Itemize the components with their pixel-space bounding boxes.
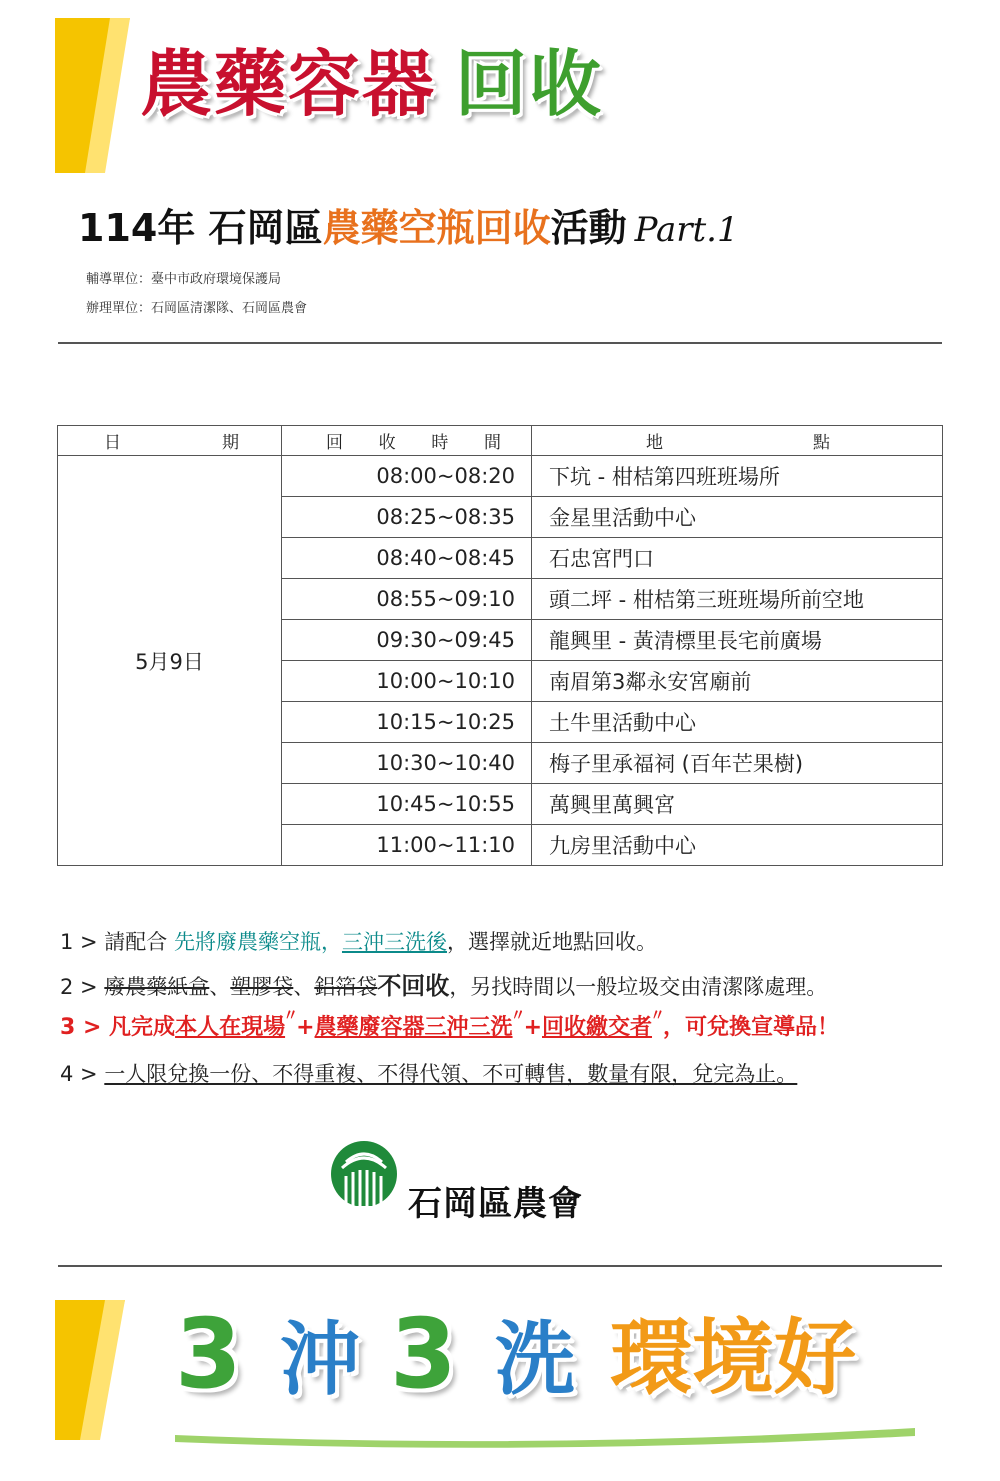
note-1: 1 > 請配合 先將廢農藥空瓶，三沖三洗後，選擇就近地點回收。 [60, 930, 657, 954]
slogan-text-end: 環境好 [610, 1311, 857, 1406]
time-cell: 11:00~11:10 [282, 825, 532, 866]
date-cell: 5月9日 [58, 456, 282, 866]
note-3: 3 > 凡完成本人在現場〃+農藥廢容器三沖三洗〃+回收繳交者〃，可兌換宣導品！ [60, 1006, 840, 1040]
page-title [78, 206, 739, 252]
wheat-emblem-icon [330, 1140, 400, 1212]
time-cell: 08:00~08:20 [282, 456, 532, 497]
banner-title-red: 農藥容器 [140, 42, 437, 126]
slogan-char-1: 3 [175, 1298, 242, 1410]
table-row [58, 456, 943, 497]
time-cell: 08:25~08:35 [282, 497, 532, 538]
table-header-row [58, 426, 943, 456]
place-cell: 南眉第3鄰永安宮廟前 [532, 661, 943, 702]
header-place: 地 點 [532, 426, 943, 456]
divider-bottom [58, 1265, 942, 1267]
place-cell: 萬興里萬興宮 [532, 784, 943, 825]
title-part-label: Part.1 [634, 210, 739, 250]
bottom-banner [55, 1300, 955, 1450]
place-cell: 頭二坪 - 柑桔第三班班場所前空地 [532, 579, 943, 620]
slogan-char-3: 3 [390, 1298, 457, 1410]
place-cell: 土牛里活動中心 [532, 702, 943, 743]
place-cell: 石忠宮門口 [532, 538, 943, 579]
time-cell: 10:15~10:25 [282, 702, 532, 743]
title-part-2: 農藥空瓶回收 [322, 206, 551, 250]
note-2: 2 > 廢農藥紙盒、塑膠袋、鋁箔袋不回收，另找時間以一般垃圾交由清潔隊處理。 [60, 972, 828, 1000]
schedule-table [57, 425, 943, 866]
guide-organizer: 輔導單位：臺中市政府環境保護局 [86, 272, 282, 287]
farmers-association-logo [330, 1140, 630, 1224]
time-cell: 09:30~09:45 [282, 620, 532, 661]
time-cell: 10:00~10:10 [282, 661, 532, 702]
time-cell: 10:30~10:40 [282, 743, 532, 784]
banner-title-green: 回收 [455, 42, 604, 126]
place-cell: 龍興里 - 黃清標里長宅前廣場 [532, 620, 943, 661]
host-organizer: 辦理單位：石岡區清潔隊、石岡區農會 [86, 301, 308, 316]
place-cell: 下坑 - 柑桔第四班班場所 [532, 456, 943, 497]
time-cell: 10:45~10:55 [282, 784, 532, 825]
divider-top [58, 342, 942, 344]
slogan-char-2: 沖 [280, 1313, 360, 1406]
logo-text: 石岡區農會 [408, 1184, 583, 1224]
time-cell: 08:40~08:45 [282, 538, 532, 579]
time-cell: 08:55~09:10 [282, 579, 532, 620]
place-cell: 九房里活動中心 [532, 825, 943, 866]
top-banner [55, 18, 655, 173]
title-part-3: 活動 [550, 206, 627, 250]
header-time: 回 收 時 間 [282, 426, 532, 456]
header-date: 日 期 [58, 426, 282, 456]
note-4: 4 > 一人限兌換一份、不得重複、不得代領、不可轉售，數量有限，兌完為止。 [60, 1062, 798, 1086]
slogan-char-4: 洗 [495, 1313, 575, 1406]
place-cell: 梅子里承福祠 (百年芒果樹) [532, 743, 943, 784]
title-part-1: 114年 石岡區 [78, 206, 323, 250]
place-cell: 金星里活動中心 [532, 497, 943, 538]
